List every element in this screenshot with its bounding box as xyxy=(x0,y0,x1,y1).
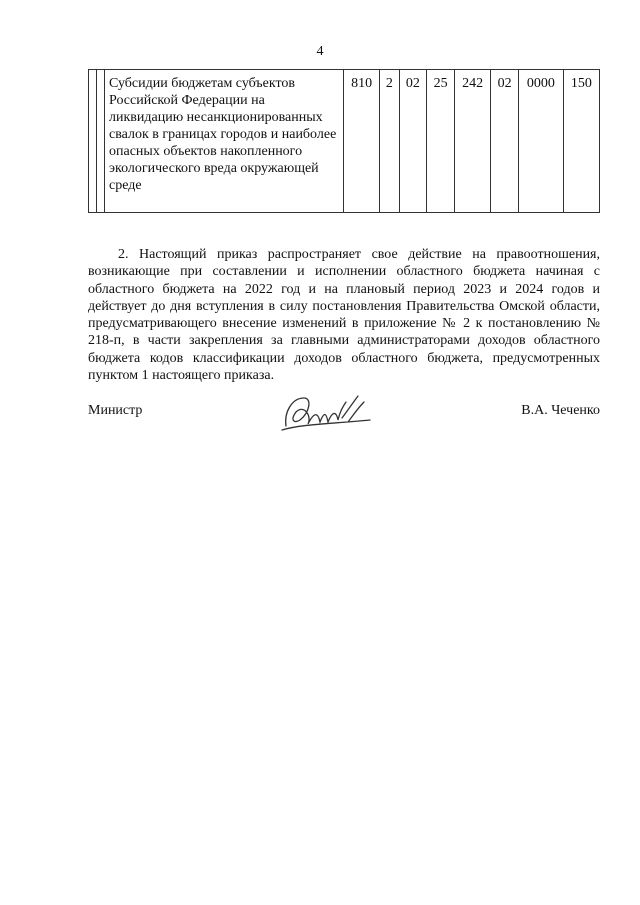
table-row xyxy=(89,70,600,213)
signature-block xyxy=(88,400,600,450)
code-cell-group: 2 xyxy=(380,70,399,213)
table-spacer-cell xyxy=(89,70,97,213)
table-spacer-cell xyxy=(97,70,105,213)
code-cell-subgroup: 02 xyxy=(399,70,427,213)
code-cell-article: 25 xyxy=(427,70,455,213)
income-name-cell: Субсидии бюджетам субъектов Российской Федерации на ликвидацию несанкционированных свалок в границах городов и наиболее опасных объектов накопленного экологического вреда окружающей среде xyxy=(105,70,344,213)
order-paragraph-2: 2. Настоящий приказ распространяет свое действие на правоотношения, возникающие при составлении и исполнении областного бюджета начиная с областного бюджета на 2022 год и на плановый период 2023 и 2024 годов и действует до дня вступления в силу постановления Правительства Омской области, предусматривающего внесение изменений в приложение № 2 к постановлению № 218-п, в части закрепления за главными администраторами доходов областного бюджета кодов классификации доходов областного бюджета, предусмотренных пунктом 1 настоящего приказа. xyxy=(88,247,600,384)
signer-role: Министр xyxy=(88,403,143,418)
code-cell-economic: 150 xyxy=(563,70,599,213)
code-cell-element: 02 xyxy=(491,70,519,213)
code-cell-subarticle: 242 xyxy=(455,70,491,213)
budget-classification-table xyxy=(88,69,600,213)
handwritten-signature xyxy=(278,390,378,436)
page-number: 4 xyxy=(316,44,324,59)
signer-name: В.А. Чеченко xyxy=(521,403,600,418)
code-cell-administrator: 810 xyxy=(344,70,380,213)
code-cell-program: 0000 xyxy=(519,70,564,213)
